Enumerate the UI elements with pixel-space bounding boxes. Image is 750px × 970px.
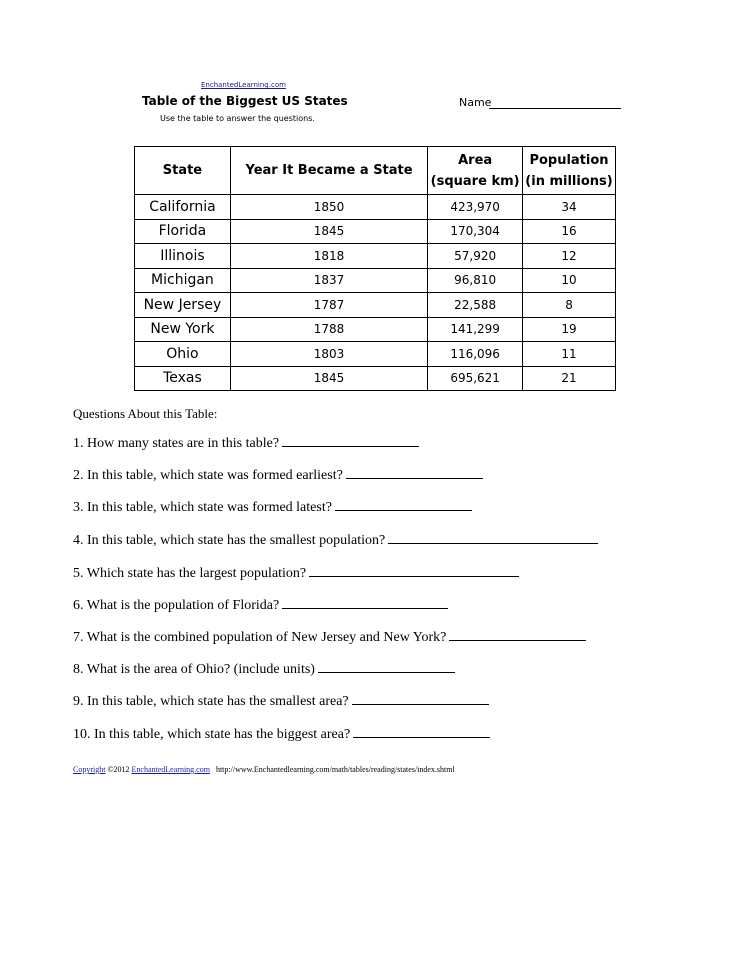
cell-state: New York <box>135 317 231 342</box>
header-state: State <box>135 147 231 195</box>
cell-state: Florida <box>135 219 231 244</box>
cell-population: 8 <box>523 293 616 318</box>
name-label: Name <box>459 96 492 109</box>
cell-year: 1845 <box>230 219 427 244</box>
cell-area: 57,920 <box>428 244 523 269</box>
answer-line[interactable] <box>346 477 483 479</box>
answer-line[interactable] <box>282 607 448 609</box>
question-text: 1. How many states are in this table? <box>73 436 280 451</box>
cell-area: 22,588 <box>428 293 523 318</box>
cell-state: Texas <box>135 366 231 391</box>
header-area <box>428 147 523 195</box>
page-subtitle: Use the table to answer the questions. <box>160 114 315 123</box>
name-field[interactable] <box>489 108 621 109</box>
table-row <box>135 195 616 220</box>
question-text: 10. In this table, which state has the biggest area? <box>73 727 351 742</box>
question-text: 6. What is the population of Florida? <box>73 598 280 613</box>
answer-line[interactable] <box>309 575 519 577</box>
question-item <box>73 630 586 646</box>
questions-heading: Questions About this Table: <box>73 406 218 421</box>
table-row <box>135 219 616 244</box>
question-item <box>73 566 519 582</box>
question-text: 3. In this table, which state was formed latest? <box>73 500 332 515</box>
table-header-row <box>135 147 616 195</box>
header-area-line2: (square km) <box>430 173 520 189</box>
cell-year: 1803 <box>230 342 427 367</box>
table-row <box>135 244 616 269</box>
table-row <box>135 366 616 391</box>
cell-year: 1845 <box>230 366 427 391</box>
question-text: 7. What is the combined population of New Jersey and New York? <box>73 630 447 645</box>
cell-population: 10 <box>523 268 616 293</box>
cell-area: 141,299 <box>428 317 523 342</box>
cell-population: 12 <box>523 244 616 269</box>
question-text: 4. In this table, which state has the smallest population? <box>73 533 386 548</box>
cell-population: 34 <box>523 195 616 220</box>
answer-line[interactable] <box>353 736 490 738</box>
cell-state: New Jersey <box>135 293 231 318</box>
answer-line[interactable] <box>449 639 586 641</box>
footer-url: http://www.Enchantedlearning.com/math/tables/reading/states/index.shtml <box>215 765 455 774</box>
cell-population: 16 <box>523 219 616 244</box>
question-item <box>73 662 455 678</box>
site-link[interactable]: EnchantedLearning.com <box>201 81 286 89</box>
question-item <box>73 694 489 710</box>
question-text: 9. In this table, which state has the smallest area? <box>73 694 349 709</box>
header-population <box>523 147 616 195</box>
footer-site-link[interactable]: EnchantedLearning.com <box>131 765 210 774</box>
header-area-line1: Area <box>458 152 493 168</box>
cell-population: 11 <box>523 342 616 367</box>
answer-line[interactable] <box>318 671 455 673</box>
answer-line[interactable] <box>335 509 472 511</box>
question-item <box>73 436 419 452</box>
question-item <box>73 727 490 743</box>
question-text: 5. Which state has the largest population? <box>73 566 307 581</box>
cell-area: 96,810 <box>428 268 523 293</box>
cell-population: 19 <box>523 317 616 342</box>
cell-area: 423,970 <box>428 195 523 220</box>
question-item <box>73 533 598 549</box>
cell-population: 21 <box>523 366 616 391</box>
question-text: 2. In this table, which state was formed earliest? <box>73 468 343 483</box>
question-item <box>73 468 483 484</box>
copyright-year: ©2012 <box>107 765 130 774</box>
footer <box>73 765 455 774</box>
header-population-line2: (in millions) <box>525 173 613 189</box>
question-item <box>73 598 448 614</box>
answer-line[interactable] <box>352 703 489 705</box>
cell-area: 170,304 <box>428 219 523 244</box>
cell-year: 1787 <box>230 293 427 318</box>
table-row <box>135 342 616 367</box>
cell-year: 1850 <box>230 195 427 220</box>
answer-line[interactable] <box>282 445 419 447</box>
cell-year: 1818 <box>230 244 427 269</box>
header-year: Year It Became a State <box>230 147 427 195</box>
table-row <box>135 293 616 318</box>
cell-area: 116,096 <box>428 342 523 367</box>
table-row <box>135 268 616 293</box>
cell-state: Michigan <box>135 268 231 293</box>
cell-state: California <box>135 195 231 220</box>
answer-line[interactable] <box>388 542 598 544</box>
cell-state: Ohio <box>135 342 231 367</box>
header-population-line1: Population <box>529 152 609 168</box>
question-text: 8. What is the area of Ohio? (include units) <box>73 662 315 677</box>
cell-year: 1837 <box>230 268 427 293</box>
question-item <box>73 500 472 516</box>
cell-area: 695,621 <box>428 366 523 391</box>
states-table <box>134 146 616 391</box>
page-title: Table of the Biggest US States <box>142 94 348 108</box>
table-row <box>135 317 616 342</box>
cell-year: 1788 <box>230 317 427 342</box>
cell-state: Illinois <box>135 244 231 269</box>
copyright-link[interactable]: Copyright <box>73 765 106 774</box>
